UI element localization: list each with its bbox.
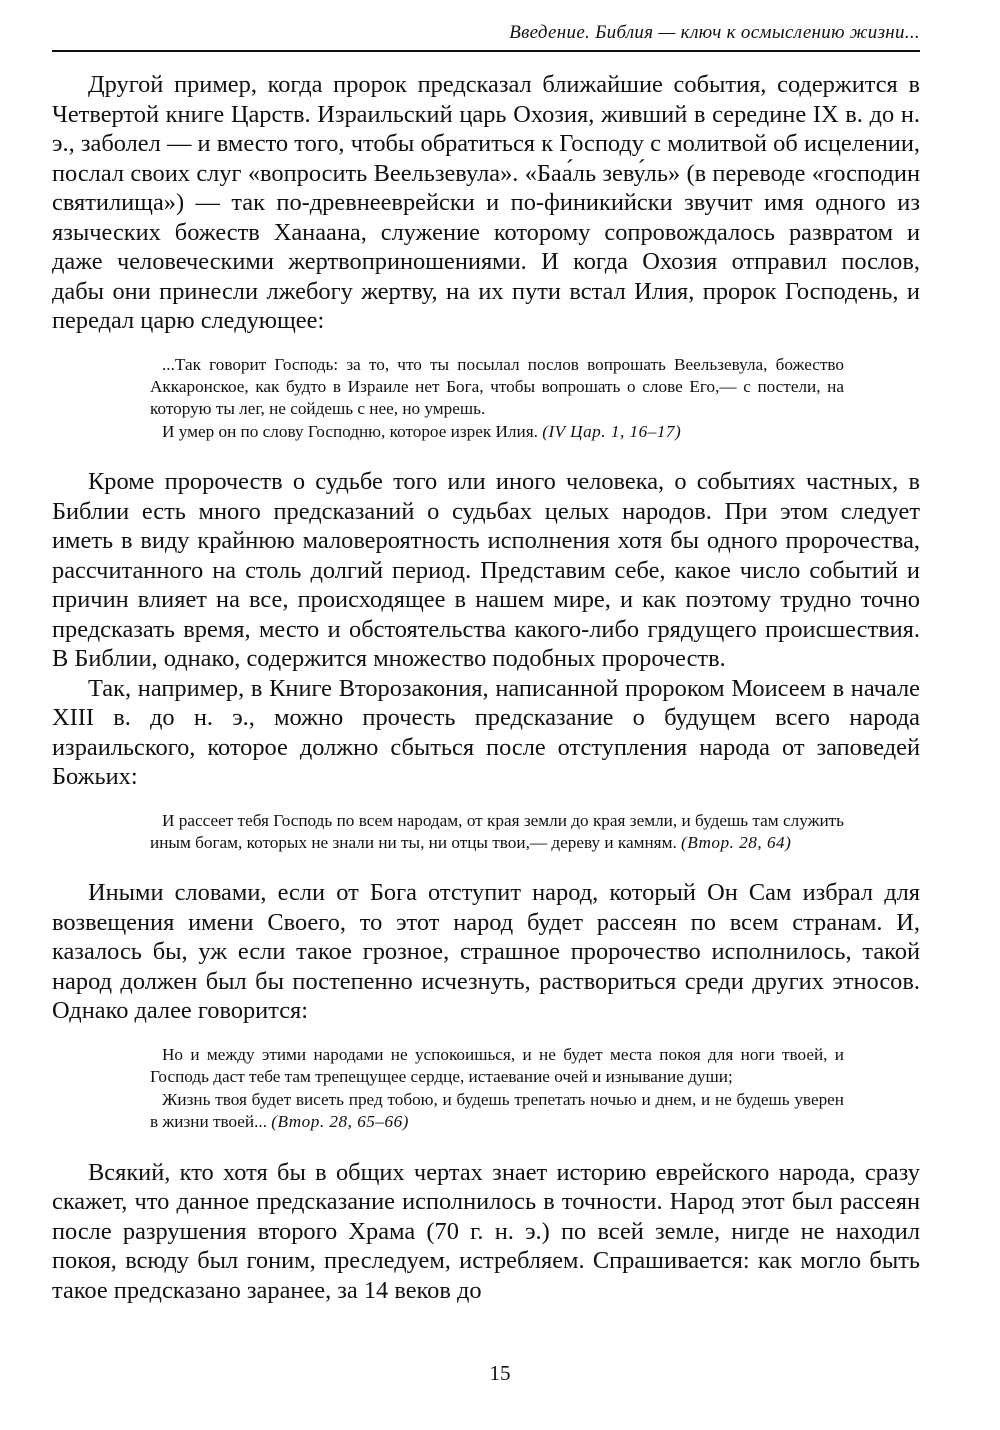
paragraph-deuteronomy-intro: Так, например, в Книге Второзакония, написанной пророком Моисеем в начале XIII в. до н. э., можно прочесть предсказание о будущем всего народа израильского, которое должно сбыться после отступления народа от заповедей Божьих: (52, 674, 920, 791)
paragraph-fulfillment: Всякий, кто хотя бы в общих чертах знает историю еврейского народа, сразу скажет, что данное предсказание исполнилось в точности. Народ этот был рассеян после разрушения второго Храма (70 г. н. э.) по всей земле, нигде не находил покоя, всюду был гоним, преследуем, истребляем. Спрашивается: как могло быть такое предсказано заранее, за 14 веков до (52, 1158, 920, 1304)
quote-kings-closing-text: И умер он по слову Господню, которое изрек Илия. (162, 421, 538, 441)
quote-kings (150, 354, 844, 444)
quote-kings-text: ...Так говорит Господь: за то, что ты посылал послов вопрошать Веельзевула, божество Аккаронское, как будто в Израиле нет Бога, чтобы вопрошать о слове Его,— с постели, на которую ты лег, не сойдешь с нее, но умрешь. (150, 354, 844, 419)
quote-deuteronomy-64 (150, 810, 844, 855)
quote-kings-reference: (IV Цар. 1, 16–17) (542, 421, 682, 441)
page-number: 15 (489, 1361, 511, 1385)
quote-deuteronomy-64-reference: (Втор. 28, 64) (681, 833, 792, 853)
quote-deuteronomy-66-text: Жизнь твоя будет висеть пред тобою, и будешь трепетать ночью и днем, и не будешь уверен в жизни твоей... (150, 1089, 844, 1132)
quote-deuteronomy-65-66 (150, 1044, 844, 1134)
quote-deuteronomy-64-line (150, 810, 844, 855)
quote-deuteronomy-66-line (150, 1089, 844, 1134)
quote-deuteronomy-65-66-reference: (Втор. 28, 65–66) (271, 1112, 409, 1132)
quote-kings-closing (150, 421, 844, 443)
paragraph-dispersion: Иными словами, если от Бога отступит народ, который Он Сам избрал для возвещения имени Своего, то этот народ будет рассеян по всем странам. И, казалось бы, уж если такое грозное, страшное пророчество исполнилось, такой народ должен был бы постепенно исчезнуть, раствориться среди других этносов. Однако далее говорится: (52, 879, 920, 1025)
quote-deuteronomy-64-text: И рассеет тебя Господь по всем народам, от края земли до края земли, и будешь там служить иным богам, которых не знали ни ты, ни отцы твои,— дереву и камням. (150, 810, 844, 853)
paragraph-ahaziah-example: Другой пример, когда пророк предсказал ближайшие события, содержится в Четвертой книге Царств. Израильский царь Охозия, живший в середине IX в. до н. э., заболел — и вместо того, чтобы обратиться к Господу с молитвой об исцелении, послал своих слуг «вопросить Веельзевула». «Баа́ль зеву́ль» (в переводе «господин святилища») — так по-древнееврейски и по-финикийски звучит имя одного из языческих божеств Ханаана, служение которому сопровождалось развратом и даже человеческими жертвоприношениями. И когда Охозия отправил послов, дабы они принесли лжебогу жертву, на их пути встал Илия, пророк Господень, и передал царю следующее: (52, 71, 920, 334)
running-title: Введение. Библия — ключ к осмыслению жизни... (52, 22, 920, 52)
quote-deuteronomy-65-text: Но и между этими народами не успокоишься, и не будет места покоя для ноги твоей, и Господь даст тебе там трепещущее сердце, истаевание очей и изнывание души; (150, 1044, 844, 1087)
paragraph-nations-prophecies: Кроме пророчеств о судьбе того или иного человека, о событиях частных, в Библии есть много предсказаний о судьбах целых народов. При этом следует иметь в виду крайнюю маловероятность исполнения хотя бы одного пророчества, рассчитанного на столь долгий период. Представим себе, какое число событий и причин влияет на все, происходящее в нашем мире, и как поэтому трудно точно предсказать время, место и обстоятельства какого-либо грядущего происшествия. В Библии, однако, содержится множество подобных пророчеств. (52, 468, 920, 673)
book-page (52, 22, 920, 1305)
